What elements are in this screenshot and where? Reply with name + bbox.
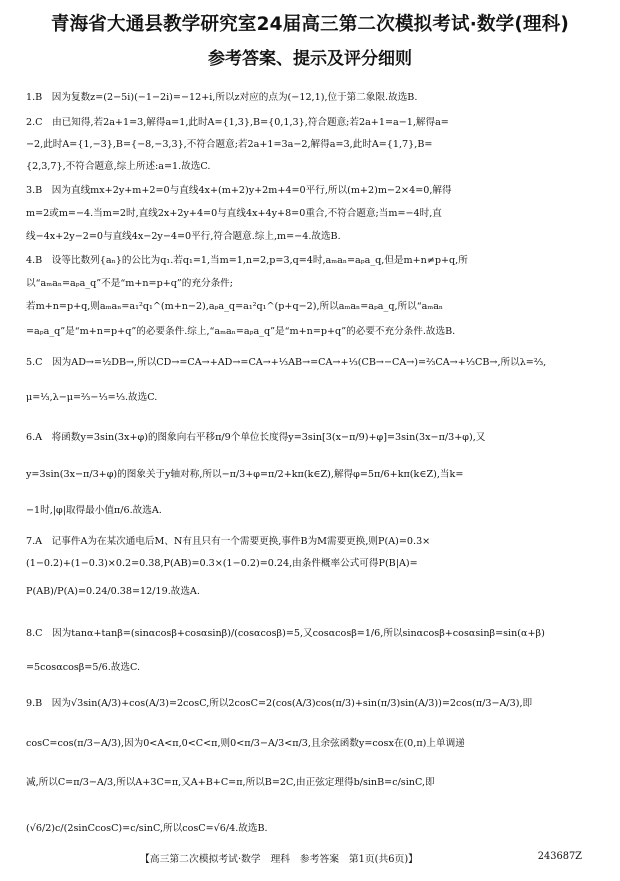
answer-line-4a: 4.B 设等比数列{aₙ}的公比为q₁.若q₁=1,当m=1,n=2,p=3,q=4时,aₘaₙ=aₚa_q,但是m+n≠p+q,所	[26, 255, 468, 266]
answer-line-4d: =aₚa_q”是“m+n=p+q”的必要条件.综上,“aₘaₙ=aₚa_q”是“m+n=p+q”的必要不充分条件.故选B.	[26, 326, 456, 337]
answer-line-7b: (1−0.2)+(1−0.3)×0.2=0.38,P(AB)=0.3×(1−0.2)=0.24,由条件概率公式可得P(B|A)=	[26, 558, 418, 569]
answer-line-8b: =5cosαcosβ=5/6.故选C.	[26, 662, 141, 673]
answer-line-9d: (√6/2)c/(2sinCcosC)=c/sinC,所以cosC=√6/4.故选B.	[26, 823, 268, 834]
answer-line-3c: 线−4x+2y−2=0与直线4x−2y−4=0平行,符合题意.综上,m=−4.故选B.	[26, 231, 341, 242]
answer-line-5b: μ=⅓,λ−μ=⅔−⅓=⅓.故选C.	[26, 392, 158, 403]
answer-line-2b: −2,此时A={1,−3},B={−8,−3,3},不符合题意;若2a+1=3a−2,解得a=3,此时A={1,7},B=	[26, 139, 433, 150]
answer-line-5a: 5.C 因为AD→=½DB→,所以CD→=CA→+AD→=CA→+⅓AB→=CA→+⅓(CB→−CA→)=⅔CA→+⅓CB→,所以λ=⅔,	[26, 357, 547, 368]
answer-line-8a: 8.C 因为tanα+tanβ=(sinαcosβ+cosαsinβ)/(cosαcosβ)=5,又cosαcosβ=1/6,所以sinαcosβ+cosαsinβ=sin(α+β)	[26, 628, 545, 639]
answer-line-3a: 3.B 因为直线mx+2y+m+2=0与直线4x+(m+2)y+2m+4=0平行,所以(m+2)m−2×4=0,解得	[26, 185, 452, 196]
answer-line-6c: −1时,|φ|取得最小值π/6.故选A.	[26, 505, 162, 516]
footer-code: 243687Z	[537, 851, 582, 862]
answer-line-3b: m=2或m=−4.当m=2时,直线2x+2y+4=0与直线4x+4y+8=0重合,不符合题意;当m=−4时,直	[26, 208, 442, 219]
answer-line-9a: 9.B 因为√3sin(A/3)+cos(A/3)=2cosC,所以2cosC=2(cos(A/3)cos(π/3)+sin(π/3)sin(A/3))=2cos(π/3−A/3),即	[26, 698, 533, 709]
answer-line-4c: 若m+n=p+q,则aₘaₙ=a₁²q₁^(m+n−2),aₚa_q=a₁²q₁^(p+q−2),所以aₘaₙ=aₚa_q,所以“aₘaₙ	[26, 301, 444, 312]
document-title: 青海省大通县教学研究室24届高三第二次模拟考试·数学(理科)	[50, 14, 570, 35]
answer-line-9c: 减,所以C=π/3−A/3,所以A+3C=π,又A+B+C=π,所以B=2C,由正弦定理得b/sinB=c/sinC,即	[26, 777, 435, 788]
answer-line-9b: cosC=cos(π/3−A/3),因为0<A<π,0<C<π,则0<π/3−A/3<π/3,且余弦函数y=cosx在(0,π)上单调递	[26, 738, 465, 749]
answer-line-7c: P(AB)/P(A)=0.24/0.38=12/19.故选A.	[26, 586, 200, 597]
answer-line-6b: y=3sin(3x−π/3+φ)的图象关于y轴对称,所以−π/3+φ=π/2+kπ(k∈Z),解得φ=5π/6+kπ(k∈Z),当k=	[26, 469, 464, 480]
answer-line-2c: {2,3,7},不符合题意,综上所述:a=1.故选C.	[26, 161, 211, 172]
footer-page-info: 【高三第二次模拟考试·数学 理科 参考答案 第1页(共6页)】	[140, 854, 418, 865]
answer-line-4b: 以“aₘaₙ=aₚa_q”不是“m+n=p+q”的充分条件;	[26, 278, 234, 289]
answer-line-2a: 2.C 由已知得,若2a+1=3,解得a=1,此时A={1,3},B={0,1,3},符合题意;若2a+1=a−1,解得a=	[26, 117, 449, 128]
document-subtitle: 参考答案、提示及评分细则	[208, 49, 412, 69]
answer-line-1: 1.B 因为复数z=(2−5i)(−1−2i)=−12+i,所以z对应的点为(−12,1),位于第二象限.故选B.	[26, 92, 418, 103]
answer-line-6a: 6.A 将函数y=3sin(3x+φ)的图象向右平移π/9个单位长度得y=3sin[3(x−π/9)+φ]=3sin(3x−π/3+φ),又	[26, 432, 486, 443]
answer-line-7a: 7.A 记事件A为在某次通电后M、N有且只有一个需要更换,事件B为M需要更换,则P(A)=0.3×	[26, 536, 431, 547]
